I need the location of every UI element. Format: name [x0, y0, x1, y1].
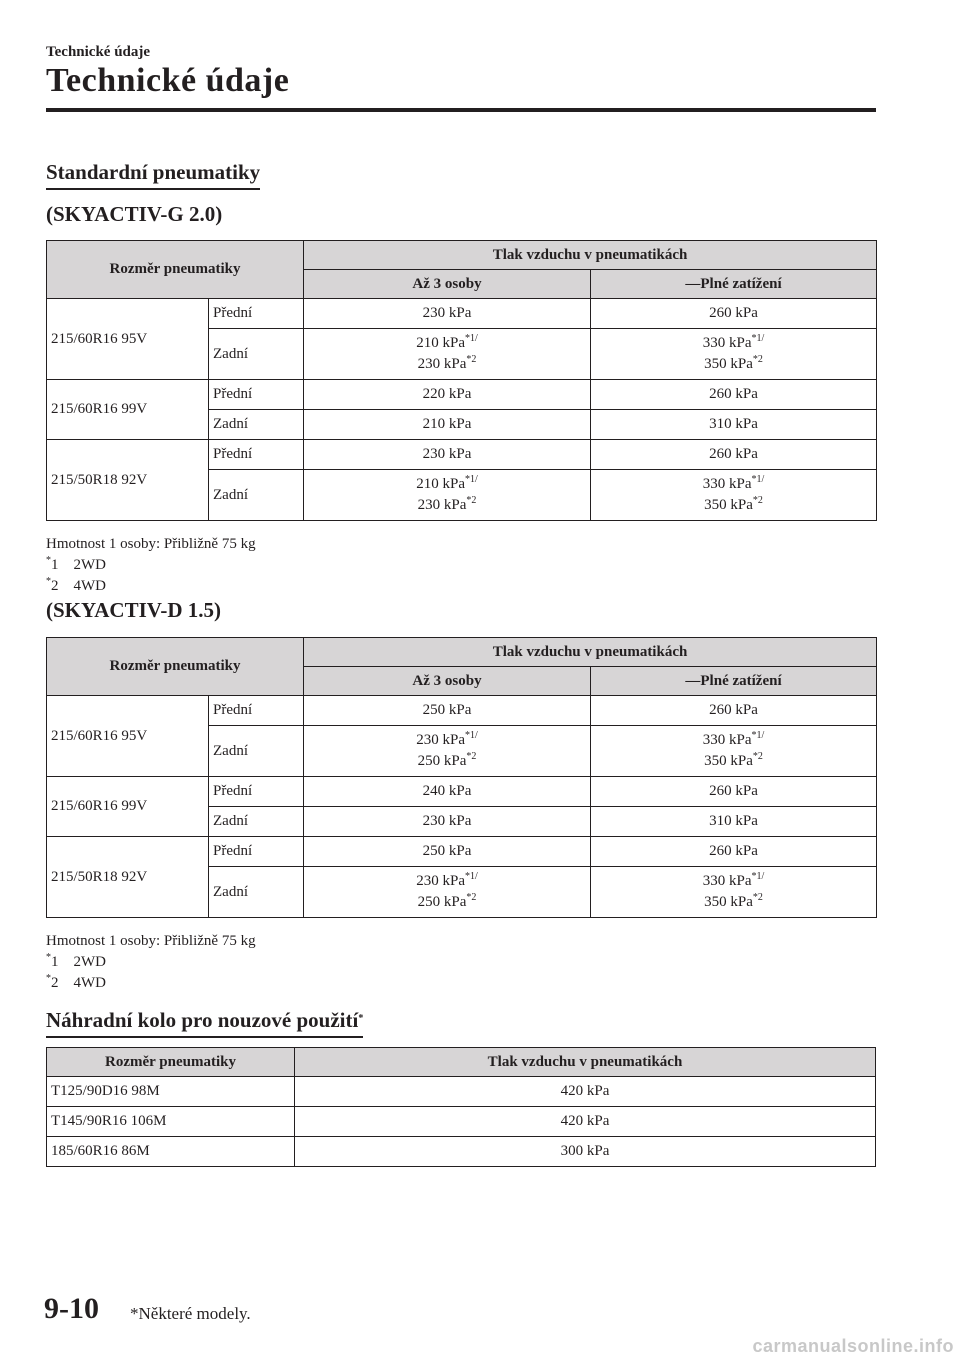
pressure-text: 350 kPa [704, 894, 753, 910]
footnote-marker: *1/ [464, 474, 478, 485]
note-text: 1 2WD [51, 557, 106, 573]
tire-size: 215/60R16 99V [47, 777, 209, 837]
pressure-text: 230 kPa [422, 305, 472, 321]
pressure-value [591, 837, 877, 867]
tire-size: T125/90D16 98M [47, 1077, 295, 1107]
pressure-value [591, 410, 877, 440]
table-row [47, 696, 877, 726]
column-header-full-load: —Plné zatížení [591, 270, 877, 299]
pressure-value [591, 696, 877, 726]
tire-size: T145/90R16 106M [47, 1107, 295, 1137]
pressure-text: 260 kPa [709, 702, 758, 718]
note-text: 1 2WD [51, 954, 106, 970]
footnote-marker: *2 [752, 495, 763, 506]
axle-position: Přední [209, 777, 304, 807]
footnote-marker: *1/ [751, 871, 765, 882]
pressure-value [591, 726, 877, 777]
pressure-value [591, 867, 877, 918]
footnote-marker: *1/ [751, 474, 765, 485]
axle-position: Přední [209, 380, 304, 410]
pressure-text: 250 kPa [417, 894, 467, 910]
note-line [46, 555, 256, 576]
pressure-value [591, 440, 877, 470]
axle-position: Přední [209, 837, 304, 867]
header-rule [46, 108, 876, 112]
pressure-text: 210 kPa [422, 416, 472, 432]
axle-position: Zadní [209, 329, 304, 380]
pressure-value [304, 837, 591, 867]
note-text: Hmotnost 1 osoby: Přibližně 75 kg [46, 933, 256, 949]
column-header-full-load: —Plné zatížení [591, 667, 877, 696]
table-row [47, 1137, 876, 1167]
footnote-marker: *2 [466, 354, 477, 365]
note-line [46, 576, 256, 597]
pressure-value [304, 440, 591, 470]
table-row [47, 440, 877, 470]
subtitle-skyactiv-d: (SKYACTIV-D 1.5) [46, 598, 222, 622]
tire-size: 215/60R16 95V [47, 299, 209, 380]
tire-size: 215/50R18 92V [47, 440, 209, 521]
section-title-spare-wheel: Náhradní kolo pro nouzové použití* [46, 1008, 363, 1038]
pressure-text: 330 kPa [702, 335, 752, 351]
section-title-standard-tires: Standardní pneumatiky [46, 160, 260, 190]
footnote-marker: *2 [466, 495, 477, 506]
footnote-marker: *2 [752, 751, 763, 762]
pressure-value [591, 380, 877, 410]
axle-position: Zadní [209, 807, 304, 837]
pressure-text: 330 kPa [702, 873, 752, 889]
note-line [46, 973, 256, 994]
pressure-value [304, 329, 591, 380]
note-line [46, 534, 256, 555]
pressure-value [591, 299, 877, 329]
table-row [47, 777, 877, 807]
pressure-value [304, 410, 591, 440]
subtitle-skyactiv-g: (SKYACTIV-G 2.0) [46, 202, 223, 226]
pressure-text: 260 kPa [709, 843, 758, 859]
pressure-value [304, 470, 591, 521]
note-line [46, 952, 256, 973]
table-row [47, 1077, 876, 1107]
footnote-marker: *1/ [751, 730, 765, 741]
watermark: carmanualsonline.info [752, 1336, 954, 1356]
pressure-text: 220 kPa [422, 386, 472, 402]
pressure-text: 330 kPa [702, 476, 752, 492]
pressure-value: 420 kPa [295, 1107, 876, 1137]
pressure-text: 230 kPa [422, 446, 472, 462]
pressure-text: 310 kPa [709, 416, 758, 432]
pressure-text: 260 kPa [709, 386, 758, 402]
pressure-text: 210 kPa [416, 476, 465, 492]
footnote-marker: *2 [752, 892, 763, 903]
running-header: Technické údaje [46, 44, 151, 60]
pressure-text: 230 kPa [422, 813, 472, 829]
pressure-value [304, 696, 591, 726]
column-header-pressure: Tlak vzduchu v pneumatikách [295, 1048, 876, 1077]
pressure-value: 420 kPa [295, 1077, 876, 1107]
footnote-marker: *1/ [464, 730, 478, 741]
footer-note: *Některé modely. [130, 1304, 251, 1323]
pressure-value [304, 726, 591, 777]
footnote-marker: *2 [752, 354, 763, 365]
footnote-marker: *2 [466, 751, 477, 762]
note-star: * [46, 576, 51, 587]
footnote-star: * [358, 1013, 364, 1024]
axle-position: Přední [209, 440, 304, 470]
column-header-size: Rozměr pneumatiky [47, 241, 304, 299]
tire-pressure-table-skyactiv-d [46, 637, 877, 918]
note-line [46, 931, 256, 952]
footnote-marker: *1/ [464, 333, 478, 344]
tire-size: 215/60R16 99V [47, 380, 209, 440]
tire-pressure-table-skyactiv-g [46, 240, 877, 521]
pressure-text: 230 kPa [416, 732, 465, 748]
table-notes [46, 931, 256, 994]
pressure-text: 260 kPa [709, 446, 758, 462]
pressure-text: 350 kPa [704, 753, 753, 769]
page-number: 9-10 [44, 1292, 99, 1325]
pressure-text: 260 kPa [709, 783, 758, 799]
pressure-text: 230 kPa [416, 873, 465, 889]
tire-size: 215/50R18 92V [47, 837, 209, 918]
pressure-text: 330 kPa [702, 732, 752, 748]
pressure-value [591, 329, 877, 380]
axle-position: Zadní [209, 867, 304, 918]
tire-size: 185/60R16 86M [47, 1137, 295, 1167]
note-text: 2 4WD [51, 578, 106, 594]
axle-position: Zadní [209, 726, 304, 777]
page-title: Technické údaje [46, 62, 290, 99]
spare-tire-table [46, 1047, 876, 1167]
pressure-value [304, 867, 591, 918]
column-header-size: Rozměr pneumatiky [47, 638, 304, 696]
note-star: * [46, 973, 51, 984]
axle-position: Přední [209, 299, 304, 329]
column-header-pressure: Tlak vzduchu v pneumatikách [304, 638, 877, 667]
axle-position: Přední [209, 696, 304, 726]
pressure-text: 230 kPa [417, 356, 467, 372]
table-row [47, 299, 877, 329]
column-header-pressure: Tlak vzduchu v pneumatikách [304, 241, 877, 270]
column-header-up-to-3: Až 3 osoby [304, 270, 591, 299]
column-header-up-to-3: Až 3 osoby [304, 667, 591, 696]
pressure-text: 250 kPa [422, 843, 472, 859]
footnote-marker: *1/ [464, 871, 478, 882]
pressure-value [591, 807, 877, 837]
pressure-text: 210 kPa [416, 335, 465, 351]
pressure-text: 350 kPa [704, 497, 753, 513]
pressure-text: 260 kPa [709, 305, 758, 321]
pressure-value [304, 777, 591, 807]
axle-position: Zadní [209, 470, 304, 521]
pressure-value [304, 807, 591, 837]
footnote-marker: *2 [466, 892, 477, 903]
note-text: 2 4WD [51, 975, 106, 991]
pressure-text: 310 kPa [709, 813, 758, 829]
table-row [47, 1107, 876, 1137]
note-star: * [46, 952, 51, 963]
note-star: * [46, 555, 51, 566]
pressure-text: 250 kPa [417, 753, 467, 769]
table-row [47, 380, 877, 410]
pressure-text: 350 kPa [704, 356, 753, 372]
pressure-value [591, 470, 877, 521]
axle-position: Zadní [209, 410, 304, 440]
pressure-value [591, 777, 877, 807]
table-row [47, 837, 877, 867]
tire-size: 215/60R16 95V [47, 696, 209, 777]
note-text: Hmotnost 1 osoby: Přibližně 75 kg [46, 536, 256, 552]
pressure-text: 230 kPa [417, 497, 467, 513]
footnote-marker: *1/ [751, 333, 765, 344]
pressure-text: 240 kPa [422, 783, 472, 799]
pressure-value: 300 kPa [295, 1137, 876, 1167]
pressure-value [304, 380, 591, 410]
column-header-size: Rozměr pneumatiky [47, 1048, 295, 1077]
table-notes [46, 534, 256, 597]
pressure-text: 250 kPa [422, 702, 472, 718]
pressure-value [304, 299, 591, 329]
